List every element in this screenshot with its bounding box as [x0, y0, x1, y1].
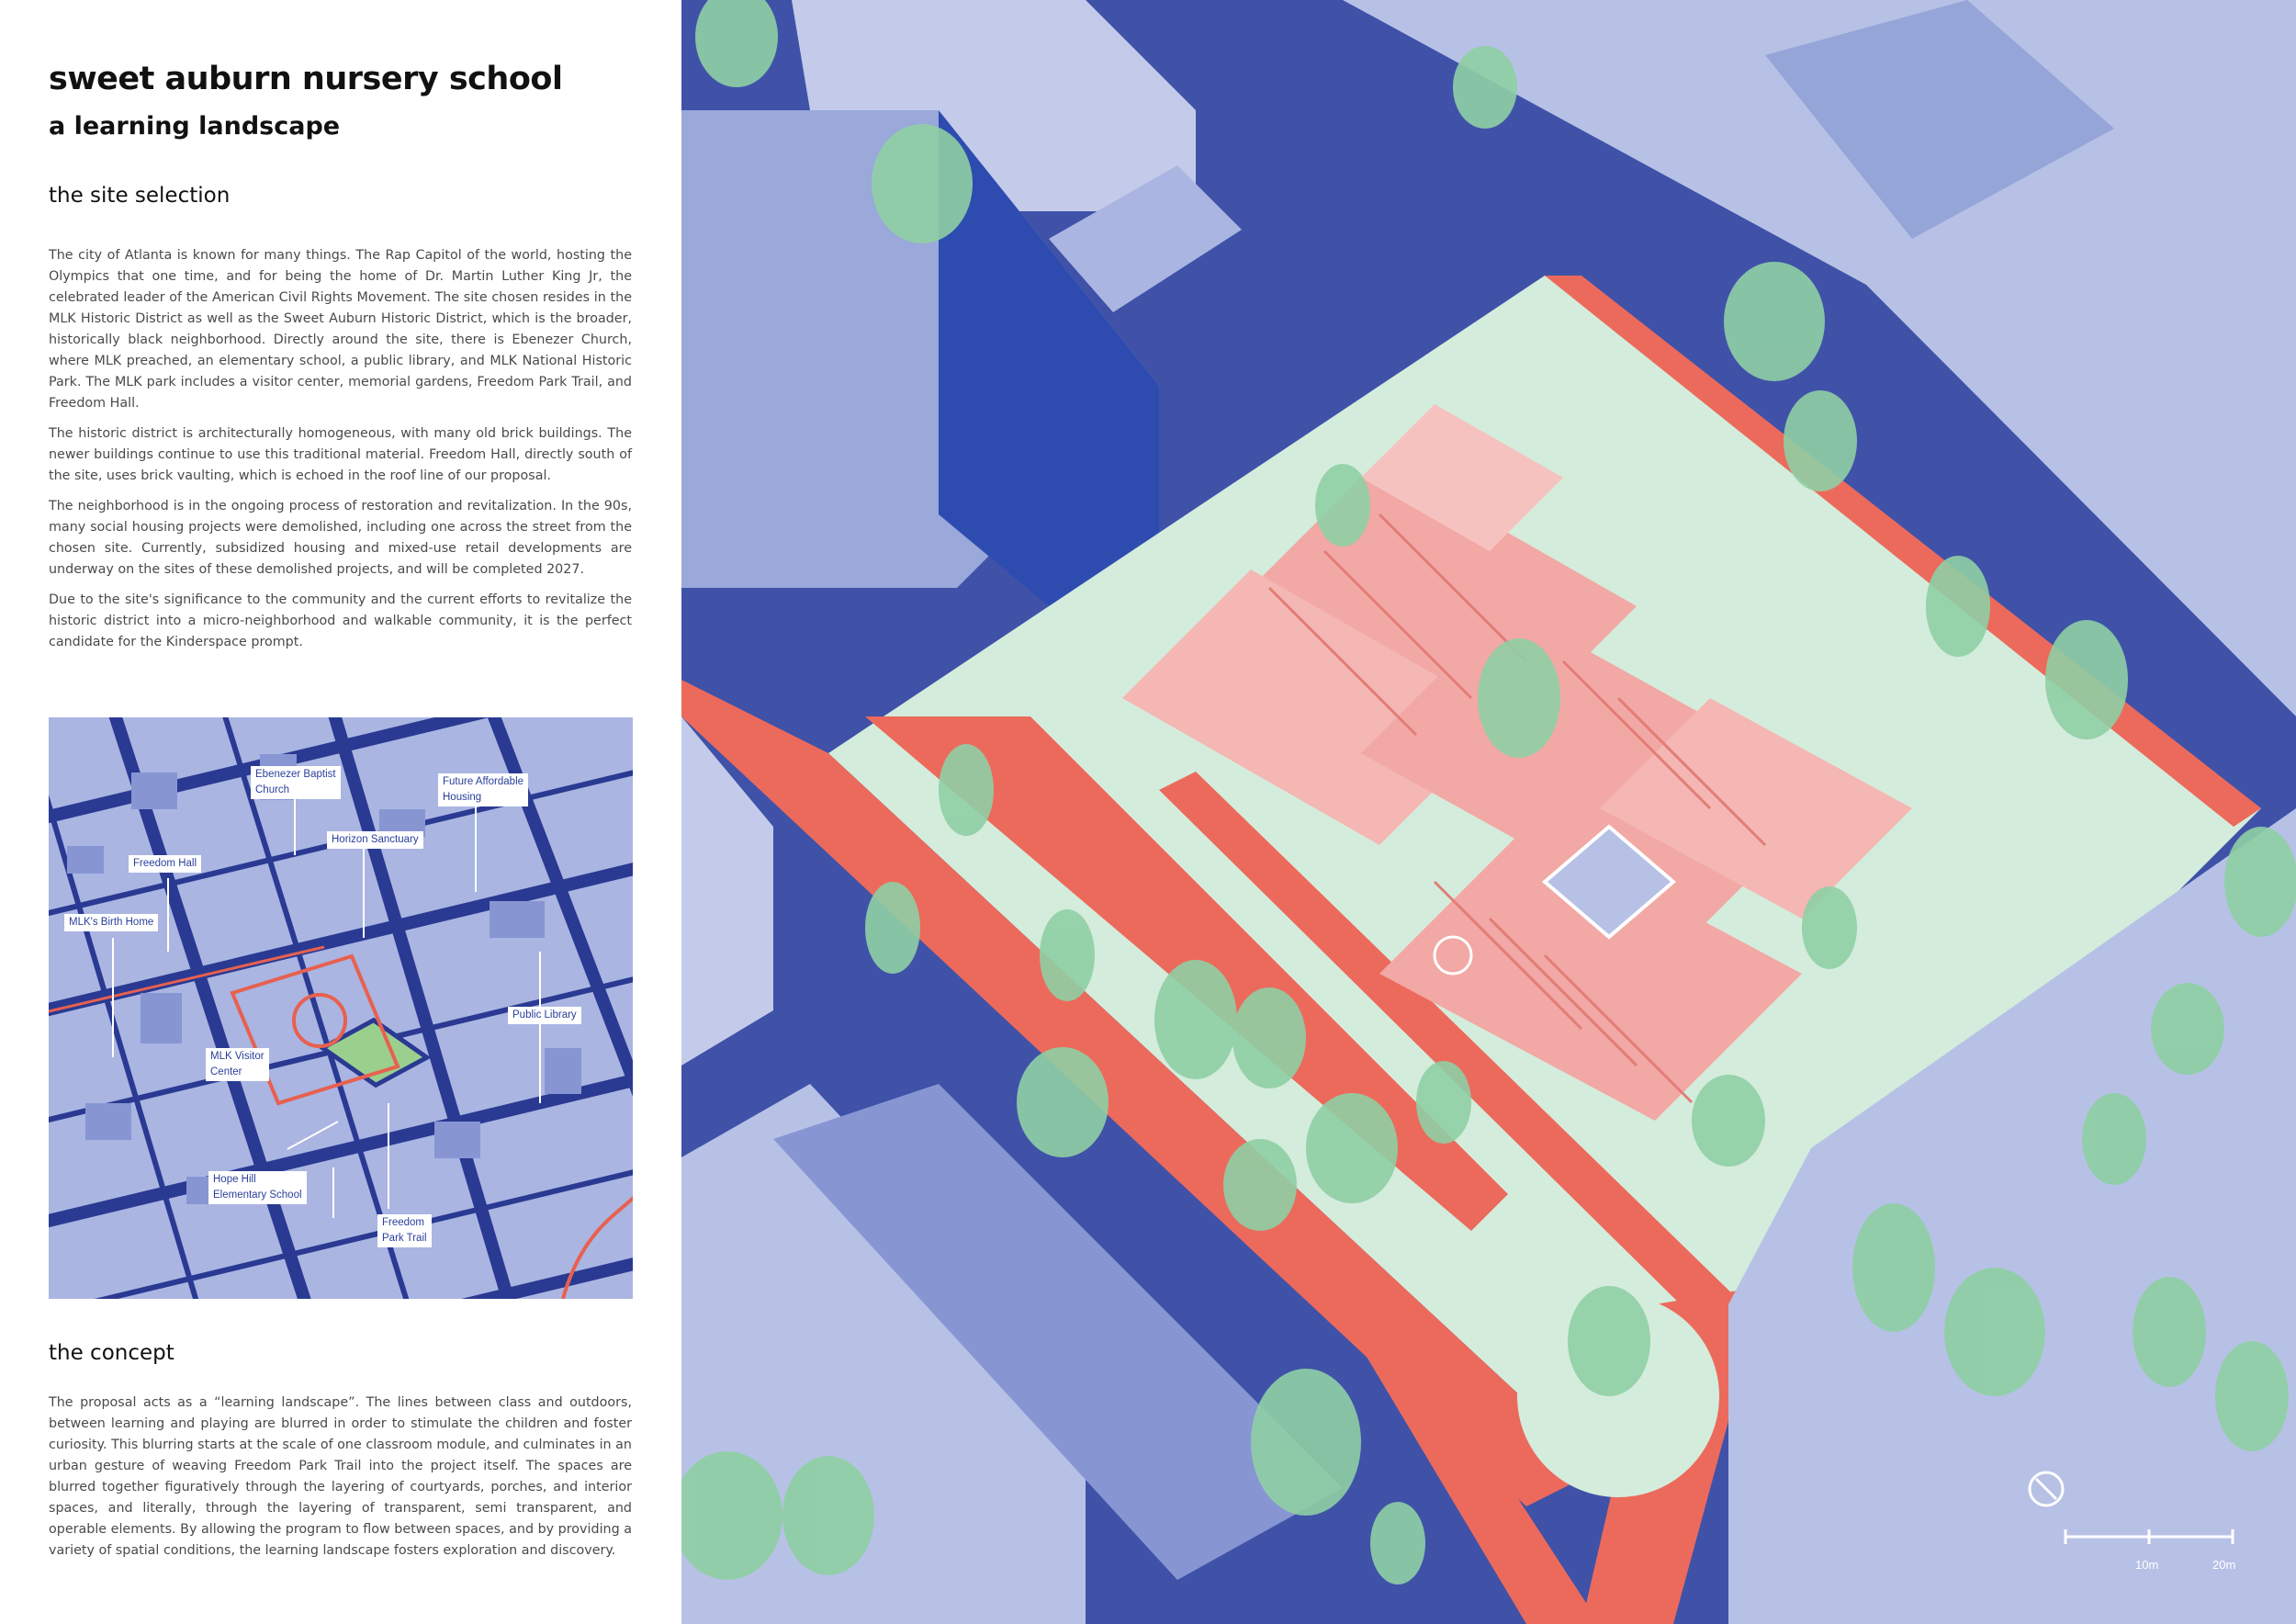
map-label-visitor-center: MLK Visitor Center [206, 1048, 269, 1081]
concept-paragraph: The proposal acts as a “learning landscape”. The lines between class and outdoors, between learning and playing are blurred in order to stimulate the children and foster curiosity. This blurring starts at the scale of one classroom module, and culminates in an urban gesture of weaving Freedom Park Trail into the project itself. The spaces are blurred together figuratively through the layering of courtyards, porches, and interior spaces, and literally, through the layering of transparent, semi transparent, and operable elements. By allowing the program to flow between spaces, and by providing a variety of spatial conditions, the learning landscape fosters exploration and discovery. [49, 1395, 632, 1558]
site-selection-paragraph: The historic district is architecturally homogeneous, with many old brick buildings. The newer buildings continue to use this traditional material. Freedom Hall, directly south of the site, uses brick vaulting, which is echoed in the roof line of our proposal. [49, 426, 632, 483]
map-label-affordable-housing: Future Affordable Housing [438, 773, 528, 806]
scale-label-20m: 20m [2212, 1558, 2236, 1572]
site-axonometric [681, 0, 2296, 1624]
map-label-horizon-sanctuary: Horizon Sanctuary [327, 831, 423, 849]
map-label-freedom-park-trail: Freedom Park Trail [377, 1214, 432, 1247]
concept-heading: the concept [49, 1341, 174, 1365]
axonometric-drawing [681, 0, 2296, 1624]
site-selection-heading: the site selection [49, 184, 231, 208]
site-selection-paragraph: The city of Atlanta is known for many things. The Rap Capitol of the world, hosting the Olympics that one time, and for being the home of Dr. Martin Luther King Jr, the celebrated leader of the American Civil Rights Movement. The site chosen resides in the MLK Historic District as well as the Sweet Auburn Historic District, which is the broader, historically black neighborhood. Directly around the site, there is Ebenezer Church, where MLK preached, an elementary school, a public library, and MLK National Historic Park. The MLK park includes a visitor center, memorial gardens, Freedom Park Trail, and Freedom Hall. [49, 248, 632, 411]
map-label-freedom-hall: Freedom Hall [129, 855, 201, 873]
site-context-map [49, 717, 633, 1299]
scale-bar [2064, 1528, 2236, 1546]
map-label-hope-hill: Hope Hill Elementary School [208, 1171, 307, 1204]
site-selection-paragraph: The neighborhood is in the ongoing process of restoration and revitalization. In the 90s, many social housing projects were demolished, including one across the street from the chosen site. Currently, subsidized housing and mixed-use retail developments are underway on the sites of these demolished projects, and will be completed 2027. [49, 499, 632, 577]
text-panel [0, 0, 681, 1624]
map-label-ebenezer: Ebenezer Baptist Church [251, 766, 341, 799]
site-selection-paragraph: Due to the site's significance to the community and the current efforts to revitalize the historic district into a micro-neighborhood and walkable community, it is the perfect candidate for the Kinderspace prompt. [49, 592, 632, 649]
scale-label-10m: 10m [2135, 1558, 2159, 1572]
north-arrow-icon [2027, 1470, 2065, 1508]
concept-body [49, 1393, 632, 1571]
page-subtitle: a learning landscape [49, 112, 341, 141]
map-label-public-library: Public Library [508, 1007, 581, 1024]
map-label-birth-home: MLK's Birth Home [64, 914, 158, 931]
page-title: sweet auburn nursery school [49, 61, 563, 97]
site-selection-body [49, 245, 632, 662]
